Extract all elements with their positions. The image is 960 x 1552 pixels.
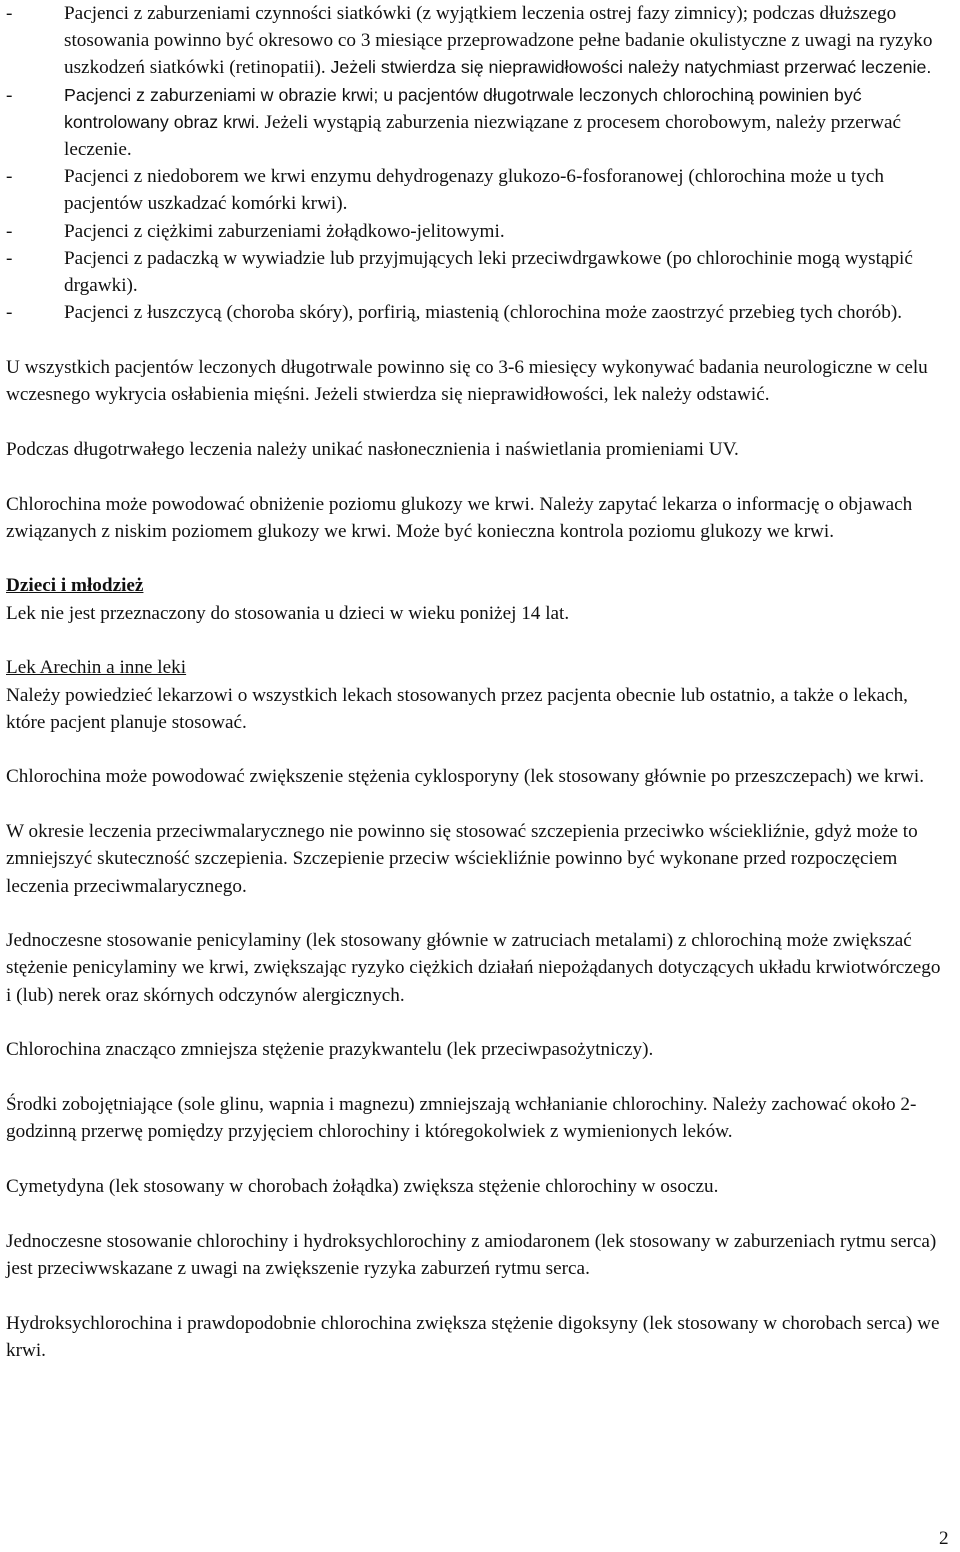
list-item xyxy=(6,0,946,82)
list-item xyxy=(6,163,946,217)
neurology-paragraph: U wszystkich pacjentów leczonych długotrwale powinno się co 3-6 miesięcy wykonywać badania neurologiczne w celu wczesnego wykrycia osłabienia mięśni. Jeżeli stwierdza się nieprawidłowości, lek należy odstawić. xyxy=(6,356,928,406)
page-number: 2 xyxy=(939,1528,949,1549)
list-dash: - xyxy=(6,166,13,188)
document-page xyxy=(6,0,946,1364)
list-item-text: Pacjenci z zaburzeniami w obrazie krwi; u pacjentów długotrwale leczonych chlorochiną powinien być kontrolowany obraz krwi. xyxy=(64,84,862,132)
list-item-text: Jeżeli stwierdza się nieprawidłowości należy natychmiast przerwać leczenie. xyxy=(330,57,932,78)
list-dash: - xyxy=(6,247,13,269)
precautions-list xyxy=(6,0,946,326)
list-dash: - xyxy=(6,84,13,106)
list-item xyxy=(6,245,946,299)
antacids-paragraph: Środki zobojętniające (sole glinu, wapnia i magnezu) zmniejszają wchłanianie chlorochiny. Należy zachować około 2-godzinną przerwę pomiędzy przyjęciem chlorochiny i któregokolwiek z wymienionych leków. xyxy=(6,1094,917,1143)
amiodarone-paragraph: Jednoczesne stosowanie chlorochiny i hydroksychlorochiny z amiodaronem (lek stosowany w zaburzeniach rytmu serca) jest przeciwwskazane z uwagi na zwiększenie ryzyka zaburzeń rytmu serca. xyxy=(6,1230,937,1279)
glucose-paragraph: Chlorochina może powodować obniżenie poziomu glukozy we krwi. Należy zapytać lekarza o informację o objawach związanych z niskim poziomem glukozy we krwi. Może być konieczna kontrola poziomu glukozy we krwi. xyxy=(6,493,913,542)
children-paragraph: Lek nie jest przeznaczony do stosowania u dzieci w wieku poniżej 14 lat. xyxy=(6,602,570,624)
list-item-text: Pacjenci z niedoborem we krwi enzymu dehydrogenazy glukozo-6-fosforanowej (chlorochina może u tych pacjentów uszkadzać komórki krwi). xyxy=(64,166,884,215)
other-medicines-paragraph: Należy powiedzieć lekarzowi o wszystkich lekach stosowanych przez pacjenta obecnie lub ostatnio, a także o lekach, które pacjent planuje stosować. xyxy=(6,684,908,733)
list-item xyxy=(6,218,946,245)
other-medicines-heading: Lek Arechin a inne leki xyxy=(6,657,187,679)
list-item-text: Pacjenci z ciężkimi zaburzeniami żołądkowo-jelitowymi. xyxy=(64,220,505,242)
rabies-vaccine-paragraph: W okresie leczenia przeciwmalarycznego nie powinno się stosować szczepienia przeciwko wściekliźnie, gdyż może to zmniejszyć skuteczność szczepienia. Szczepienie przeciw wściekliźnie powinno być wykonane przed rozpoczęciem leczenia przeciwmalarycznego. xyxy=(6,821,918,897)
list-item-text: Pacjenci z padaczką w wywiadzie lub przyjmujących leki przeciwdrgawkowe (po chlorochinie mogą wystąpić drgawki). xyxy=(64,247,913,297)
list-dash: - xyxy=(6,220,13,242)
list-item-text: Pacjenci z zaburzeniami czynności siatkówki (z wyjątkiem leczenia ostrej fazy zimnicy); podczas dłuższego stosowania powinno być okresowo co 3 miesiące przeprowadzone pełne badanie okulistyczne z uwagi na ryzyko uszkodzeń siatkówki (retinopatii). xyxy=(64,3,933,79)
cyclosporine-paragraph: Chlorochina może powodować zwiększenie stężenia cyklosporyny (lek stosowany głównie po przeszczepach) we krwi. xyxy=(6,766,925,788)
uv-paragraph: Podczas długotrwałego leczenia należy unikać nasłonecznienia i naświetlania promieniami UV. xyxy=(6,438,739,460)
list-item-text: Jeżeli wystąpią zaburzenia niezwiązane z procesem chorobowym, należy przerwać leczenie. xyxy=(64,111,902,161)
praziquantel-paragraph: Chlorochina znacząco zmniejsza stężenie prazykwantelu (lek przeciwpasożytniczy). xyxy=(6,1039,654,1061)
list-item xyxy=(6,299,946,326)
list-item xyxy=(6,82,946,164)
list-dash: - xyxy=(6,3,13,24)
list-dash: - xyxy=(6,302,13,324)
penicillamine-paragraph: Jednoczesne stosowanie penicylaminy (lek stosowany głównie w zatruciach metalami) z chlorochiną może zwiększać stężenie penicylaminy we krwi, zwiększając ryzyko ciężkich działań niepożądanych dotyczących układu krwiotwórczego i (lub) nerek oraz skórnych odczynów alergicznych. xyxy=(6,930,941,1006)
list-item-text: Pacjenci z łuszczycą (choroba skóry), porfirią, miastenią (chlorochina może zaostrzyć przebieg tych chorób). xyxy=(64,302,903,324)
cimetidine-paragraph: Cymetydyna (lek stosowany w chorobach żołądka) zwiększa stężenie chlorochiny w osoczu. xyxy=(6,1176,719,1197)
children-heading: Dzieci i młodzież xyxy=(6,575,144,597)
digoxin-paragraph: Hydroksychlorochina i prawdopodobnie chlorochina zwiększa stężenie digoksyny (lek stosowany w chorobach serca) we krwi. xyxy=(6,1312,940,1361)
